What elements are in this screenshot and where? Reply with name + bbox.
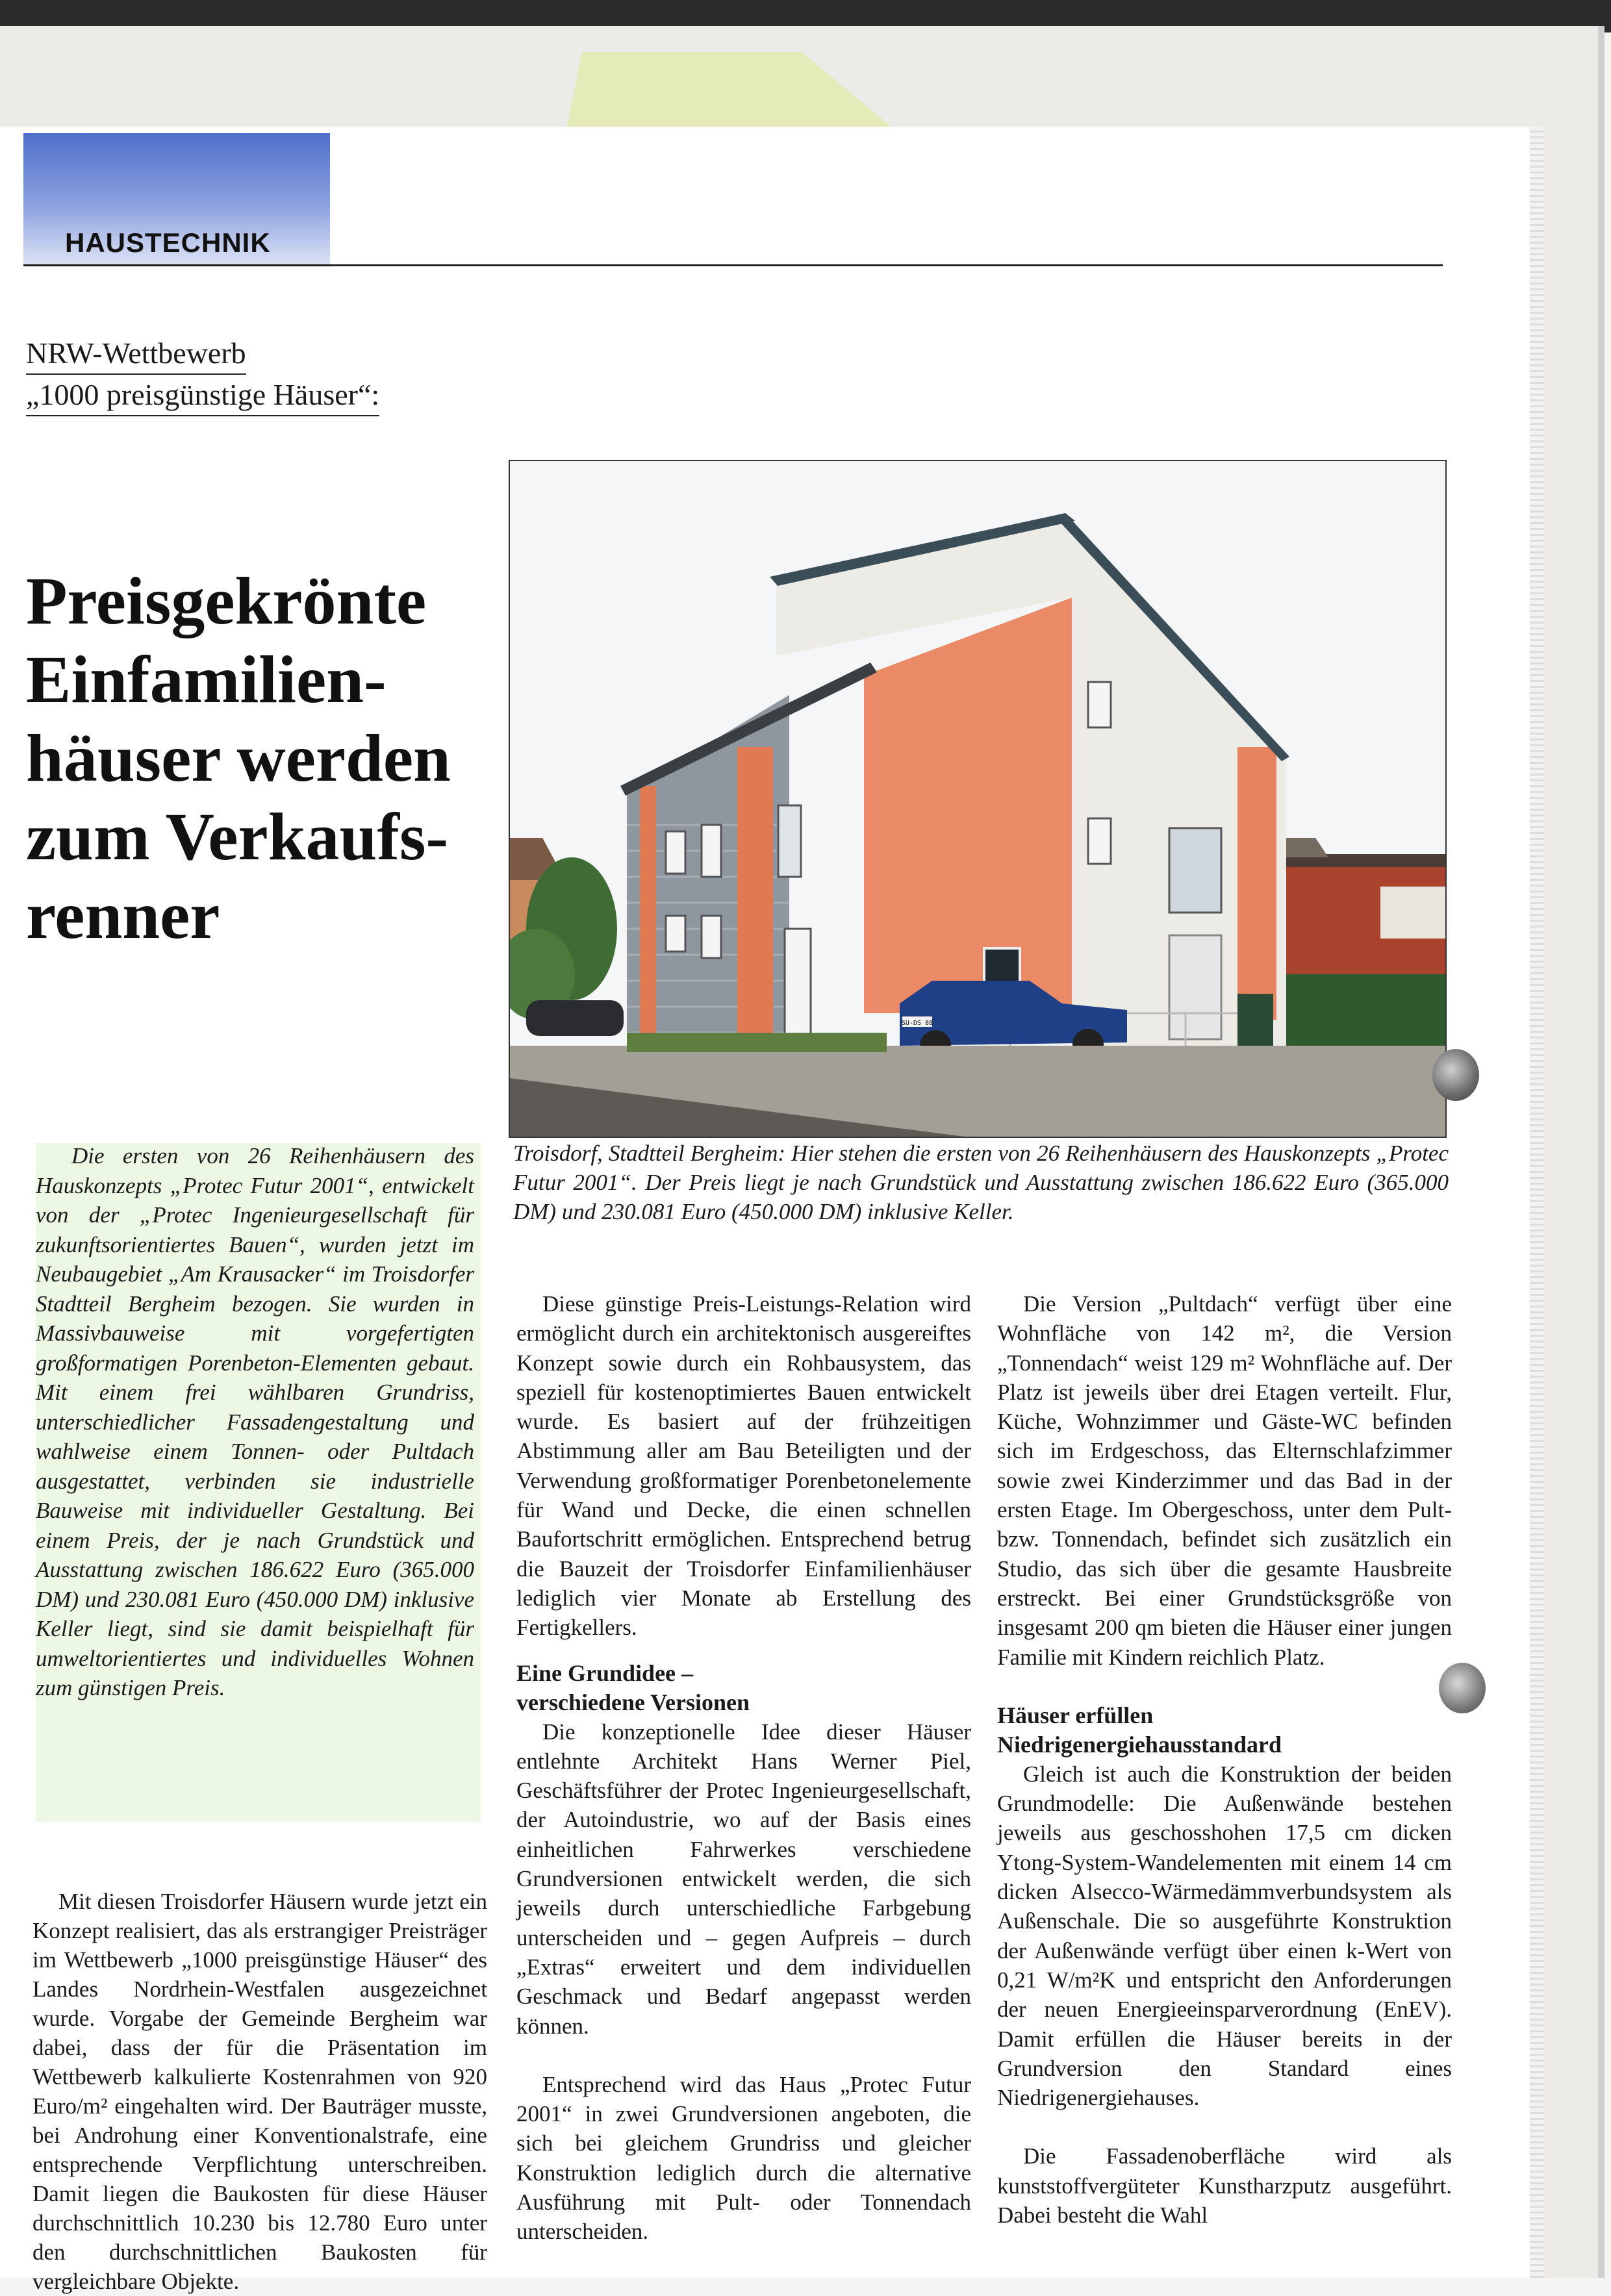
column-2-paragraph-3: Entsprechend wird das Haus „Protec Futur 2001“ in zwei Grundversionen angeboten, die sich bei gleichem Grundriss und gleicher Konstruktion lediglich durch die alternative Ausführung mit Pult- oder Tonnendach unterscheiden. bbox=[516, 2071, 971, 2245]
column-2-subheading-line-1: Eine Grundidee – bbox=[516, 1659, 694, 1686]
headline-line-1: Preisgekrönte bbox=[26, 564, 427, 638]
column-3-paragraph-2: Gleich ist auch die Konstruktion der beiden Grundmodelle: Die Außenwände bestehen jeweils aus geschosshohen 17,5 cm dicken Ytong-System-Wandelementen mit einem 14 cm dicken Alsecco-Wärmedämmverbundsystem als Außenschale. Die so ausgeführte Konstruktion der Außenwände verfügt über einen k-Wert von 0,21 W/m²K und entspricht den Anforderungen der neuen Energieeinsparverordnung (EnEV). Damit erfüllen die Häuser bereits in der Grundversion den Standard eines Niedrigenergiehauses. bbox=[997, 1761, 1452, 2111]
window bbox=[1088, 682, 1111, 727]
column-2 bbox=[516, 1289, 971, 2247]
window bbox=[778, 805, 801, 877]
column-3-subheading-line-1: Häuser erfüllen bbox=[997, 1702, 1154, 1728]
front-door bbox=[785, 929, 811, 1046]
column-2-paragraph-2: Die konzeptionelle Idee dieser Häuser entlehnte Architekt Hans Werner Piel, Geschäftsführer der Protec Ingenieurgesellschaft, der Autoindustrie, wo auf der Basis eines einheitlichen Fahrwerkes verschiedene Grundversionen entwickelt werden, die sich jeweils durch unterschiedliche Farbgebung unterscheiden und – gegen Aufpreis – durch „Extras“ erweitert und dem individuellen Geschmack und Bedarf angepasst werden können. bbox=[516, 1719, 971, 2039]
front-garden bbox=[627, 1033, 887, 1052]
balcony-window bbox=[1169, 828, 1221, 913]
house-photo bbox=[509, 460, 1447, 1138]
headline-line-4: zum Verkaufs- bbox=[26, 800, 449, 874]
headline-line-2: Einfamilien- bbox=[26, 642, 387, 717]
window bbox=[1088, 818, 1111, 864]
scan-artifact bbox=[1432, 1049, 1479, 1101]
orange-end-strip bbox=[1237, 747, 1276, 1020]
magazine-page bbox=[0, 127, 1536, 2294]
neighbor-wall bbox=[1380, 887, 1445, 939]
headline bbox=[26, 562, 494, 955]
shutter-door bbox=[1169, 935, 1221, 1039]
photo-caption: Troisdorf, Stadtteil Bergheim: Hier stehen die ersten von 26 Reihenhäusern des Hauskonzepts „Protec Futur 2001“. Der Preis liegt je nach Grundstück und Ausstattung zwischen 186.622 Euro (365.000 DM) und 230.081 Euro (450.000 DM) inklusive Keller. bbox=[513, 1141, 1449, 1224]
parked-car-dark bbox=[526, 1000, 624, 1036]
column-1-text: Mit diesen Troisdorfer Häusern wurde jetzt ein Konzept realisiert, das als erstrangiger Preisträger im Wettbewerb „1000 preisgünstige Häuser“ des Landes Nordrhein-Westfalen ausgezeichnet wurde. Vorgabe der Gemeinde Bergheim war dabei, dass der für die Präsentation im Wettbewerb kalkulierte Kostenrahmen von 920 Euro/m² eingehalten wird. Der Bauträger musste, bei Androhung einer Konventionalstrafe, eine entsprechende Verpflichtung unterschreiben. Damit liegen die Baukosten für diese Häuser durchschnittlich 10.230 bis 12.780 Euro unter den durchschnittlichen Baukosten für vergleichbare Objekte. bbox=[32, 1889, 487, 2294]
page-edge bbox=[1530, 127, 1544, 2278]
kicker-line-2: „1000 preisgünstige Häuser“: bbox=[26, 375, 379, 416]
window bbox=[702, 825, 721, 877]
license-plate-text: SU-DS 88 bbox=[901, 1020, 933, 1027]
window bbox=[702, 916, 721, 958]
kicker-line-1: NRW-Wettbewerb bbox=[26, 333, 246, 375]
waste-bins bbox=[1237, 994, 1273, 1046]
lead-paragraph: Die ersten von 26 Reihenhäusern des Hauskonzepts „Protec Futur 2001“, entwickelt von der „Protec Ingenieurgesellschaft für zukunftsorientiertes Bauen“, wurden jetzt im Neubaugebiet „Am Krausacker“ im Troisdorfer Stadtteil Bergheim bezogen. Sie wurden in Massivbauweise mit vorgefertigten großformatigen Porenbeton-Elementen gebaut. Mit einem frei wählbaren Grundriss, unterschiedlicher Fassadengestaltung und wahlweise einem Tonnen- oder Pultdach ausgestattet, verbinden sie industrielle Bauweise mit individueller Gestaltung. Bei einem Preis, der je nach Grundstück und Ausstattung zwischen 186.622 Euro (365.000 DM) und 230.081 Euro (450.000 DM) inklusive Keller liegt, sind sie damit beispielhaft für umweltorientiertes und individuelles Wohnen zum günstigen Preis. bbox=[36, 1143, 474, 1700]
house-photo-illustration bbox=[510, 461, 1445, 1137]
window bbox=[666, 831, 685, 874]
column-3-paragraph-3: Die Fassadenoberfläche wird als kunststoffvergüteter Kunstharzputz ausgeführt. Dabei besteht die Wahl bbox=[997, 2143, 1452, 2228]
scan-artifact bbox=[1439, 1663, 1486, 1713]
header-rule bbox=[23, 264, 1443, 266]
headline-line-5: renner bbox=[26, 878, 220, 953]
headline-line-3: häuser werden bbox=[26, 721, 451, 796]
column-3 bbox=[997, 1289, 1452, 2230]
column-2-paragraph-1: Diese günstige Preis-Leistungs-Relation wird ermöglicht durch ein architektonisch ausgereiftes Konzept sowie durch ein Rohbausystem, das speziell für kostenoptimiertes Bauen entwickelt wurde. Es basiert auf der frühzeitigen Abstimmung aller am Bau Beteiligten und der Verwendung großformatiger Porenbetonelemente für Wand und Decke, die einen schnellen Baufortschritt ermöglichen. Entsprechend betrug die Bauzeit der Troisdorfer Einfamilienhäuser lediglich vier Monate ab Erstellung des Fertigkellers. bbox=[516, 1291, 971, 1641]
column-2-subheading-line-2: verschiedene Versionen bbox=[516, 1689, 750, 1715]
window bbox=[666, 916, 685, 952]
section-label: HAUSTECHNIK bbox=[65, 227, 271, 258]
orange-pilaster-2 bbox=[737, 747, 773, 1059]
orange-pilaster-1 bbox=[640, 786, 656, 1059]
column-3-subheading-line-2: Niedrigenergiehausstandard bbox=[997, 1731, 1282, 1758]
column-3-paragraph-1: Die Version „Pultdach“ verfügt über eine Wohnfläche von 142 m², die Version „Tonnendach“ weist 129 m² Wohnfläche auf. Der Platz ist jeweils über drei Etagen verteilt. Flur, Küche, Wohnzimmer und Gäste-WC befinden sich im Erdgeschoss, das Elternschlafzimmer sowie zwei Kinderzimmer und das Bad in der ersten Etage. Im Obergeschoss, unter dem Pult- bzw. Tonnendach, befindet sich zusätzlich ein Studio, das sich über die gesamte Hausbreite erstreckt. Bei einer Grundstücksgröße von insgesamt 200 qm bieten die Häuser einer jungen Familie mit Kindern reichlich Platz. bbox=[997, 1291, 1452, 1670]
kicker bbox=[26, 333, 379, 416]
